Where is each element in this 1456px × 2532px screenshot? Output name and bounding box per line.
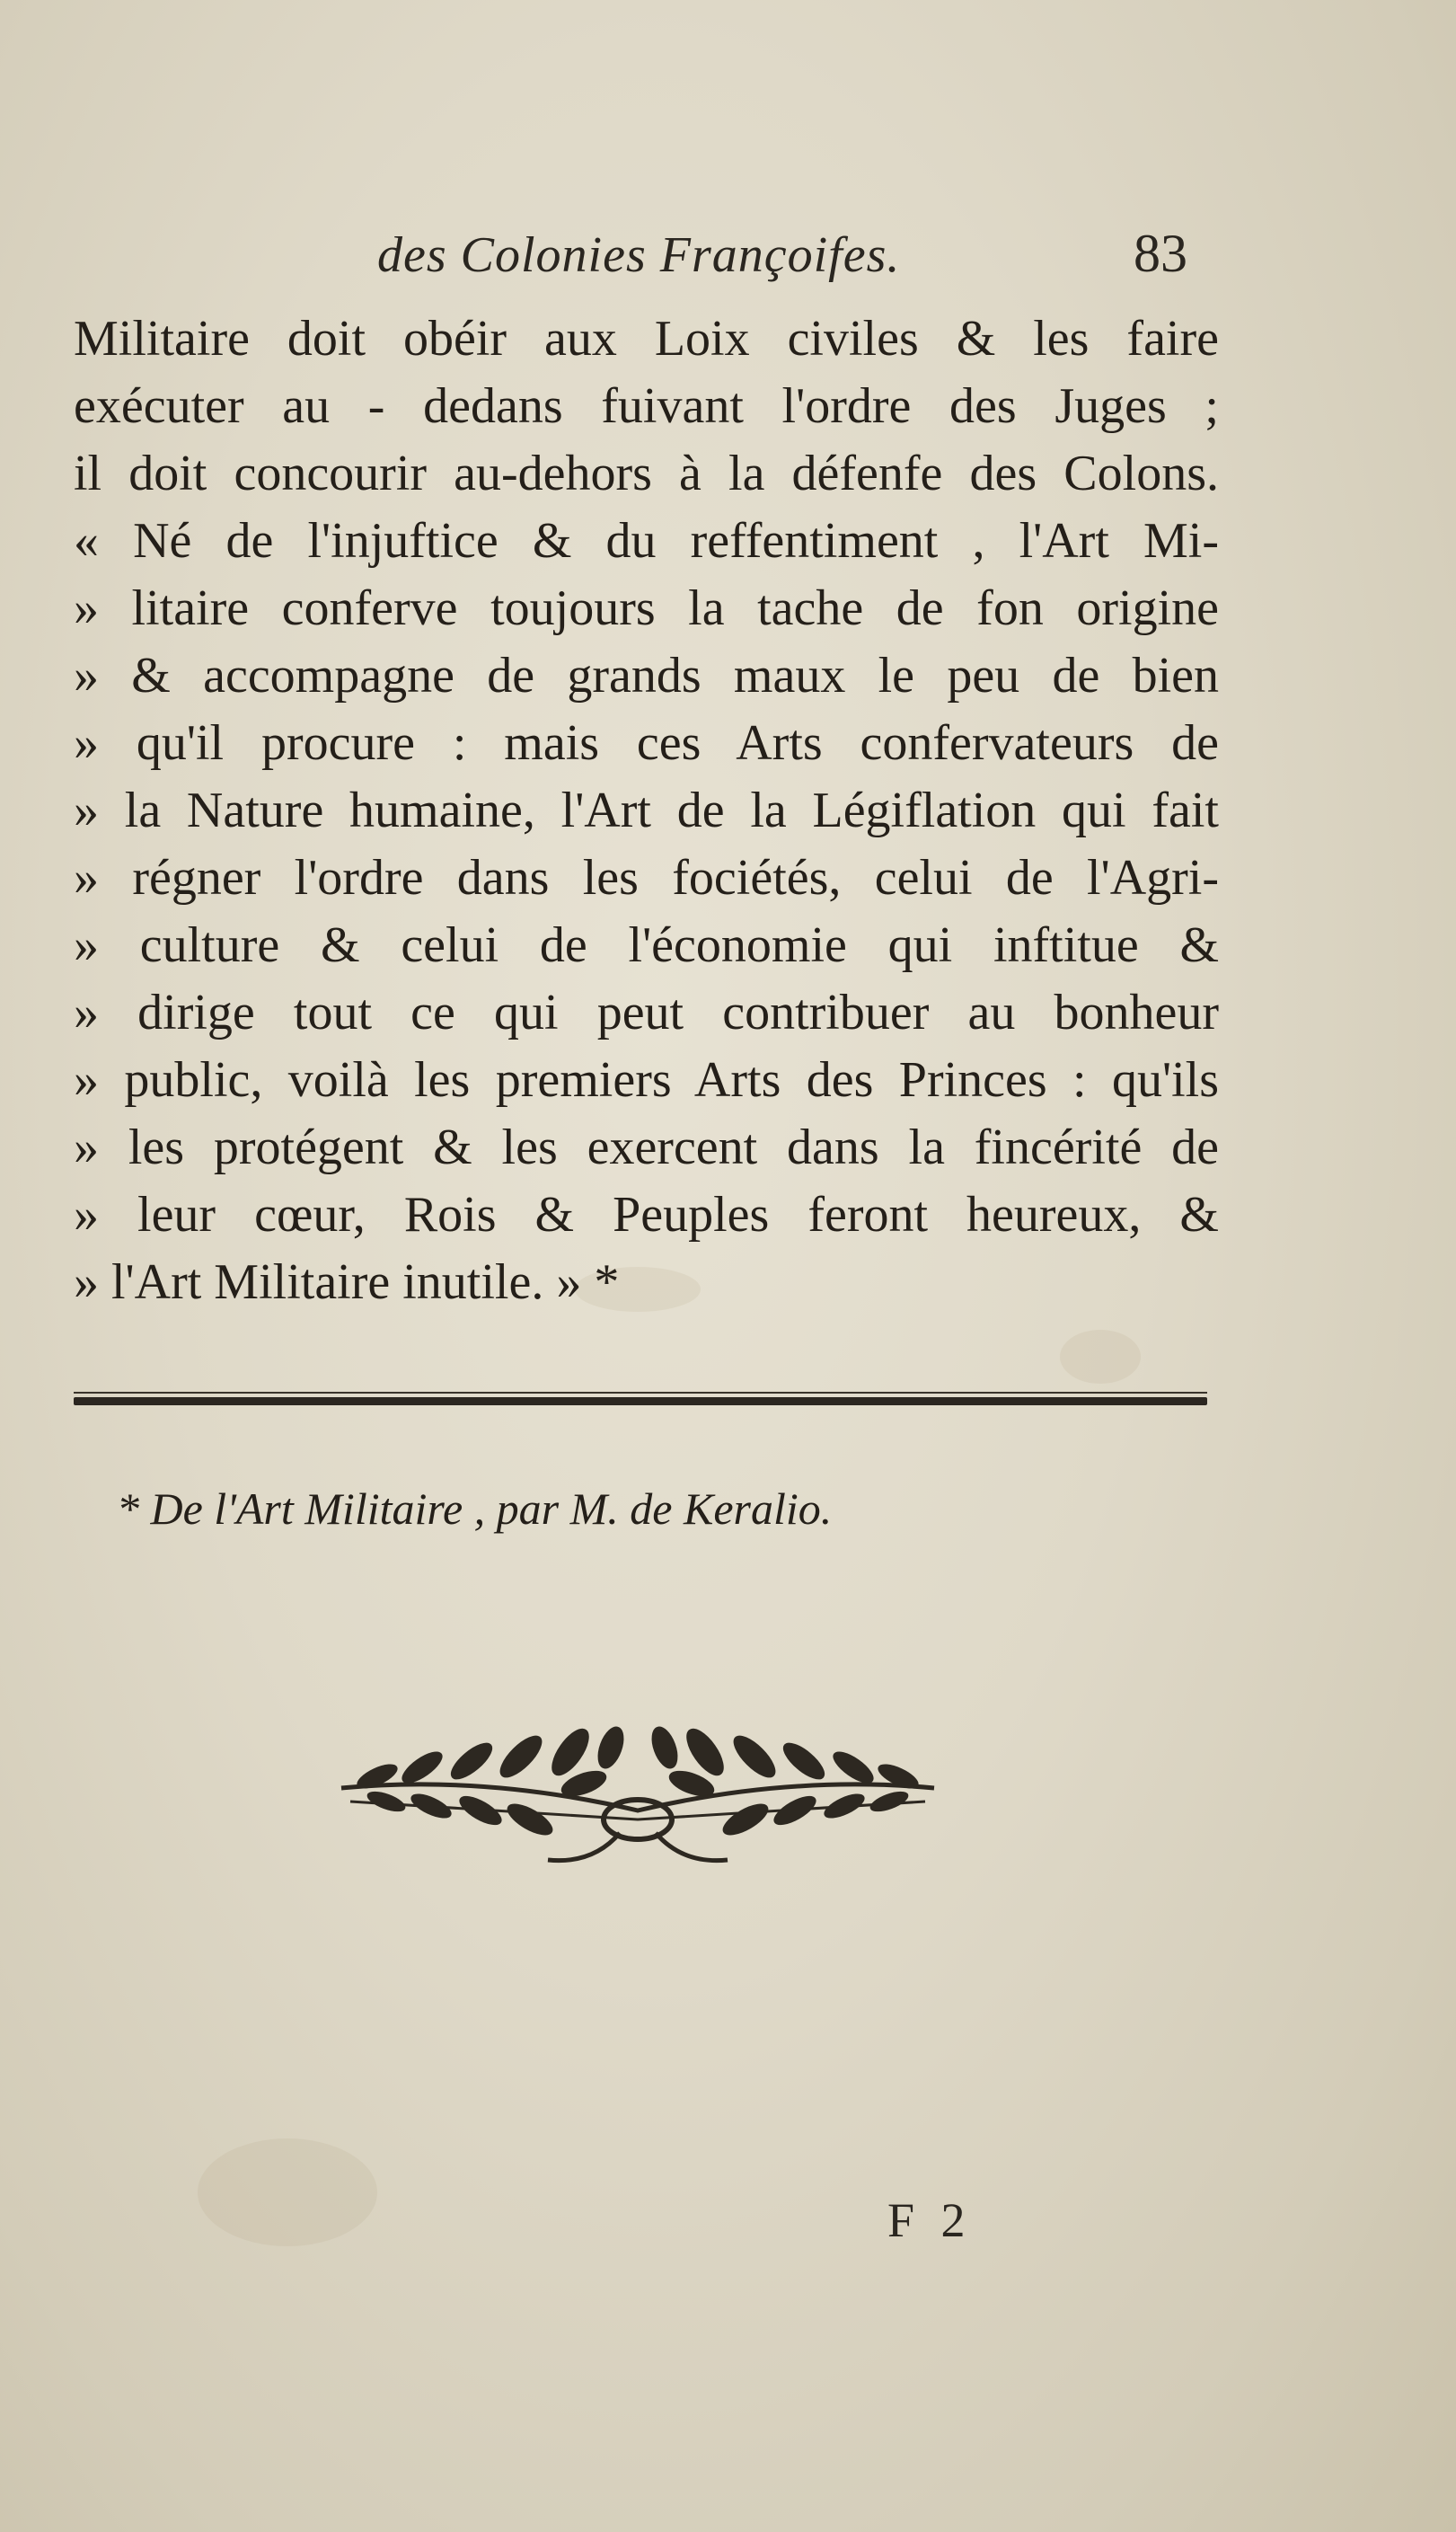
text-line: » leur cœur, Rois & Peuples feront heureux, &	[74, 1187, 1219, 1243]
laurel-ornament-icon	[323, 1712, 952, 1882]
paper-stain	[198, 2138, 377, 2246]
paper-stain	[1060, 1330, 1141, 1384]
signature-mark: F 2	[887, 2193, 973, 2247]
text-line: il doit concourir au-dehors à la défenfe des Colons.	[74, 446, 1219, 501]
footnote-rule	[74, 1397, 1207, 1405]
body-text	[74, 305, 1219, 1316]
page-number: 83	[1134, 224, 1187, 283]
text-line: » régner l'ordre dans les fociétés, celui de l'Agri-	[74, 850, 1219, 906]
text-line: » litaire conferve toujours la tache de fon origine	[74, 580, 1219, 636]
text-line: exécuter au - dedans fuivant l'ordre des Juges ;	[74, 378, 1219, 434]
running-head: des Colonies Françoifes.	[377, 227, 901, 283]
text-line: » culture & celui de l'économie qui inftitue &	[74, 917, 1219, 973]
text-line: » dirige tout ce qui peut contribuer au bonheur	[74, 985, 1219, 1040]
text-line: Militaire doit obéir aux Loix civiles & les faire	[74, 311, 1219, 367]
text-line: » & accompagne de grands maux le peu de bien	[74, 648, 1219, 704]
text-line: » l'Art Militaire inutile. » *	[74, 1254, 620, 1310]
footnote-rule-thin	[74, 1392, 1207, 1394]
text-line: « Né de l'injuftice & du reffentiment , l'Art Mi-	[74, 513, 1219, 569]
text-line: » qu'il procure : mais ces Arts confervateurs de	[74, 715, 1219, 771]
text-line: » les protégent & les exercent dans la fincérité de	[74, 1120, 1219, 1175]
text-line: » la Nature humaine, l'Art de la Légiflation qui fait	[74, 783, 1219, 838]
text-line: » public, voilà les premiers Arts des Princes : qu'ils	[74, 1052, 1219, 1108]
footnote: * De l'Art Militaire , par M. de Keralio.	[117, 1483, 833, 1534]
